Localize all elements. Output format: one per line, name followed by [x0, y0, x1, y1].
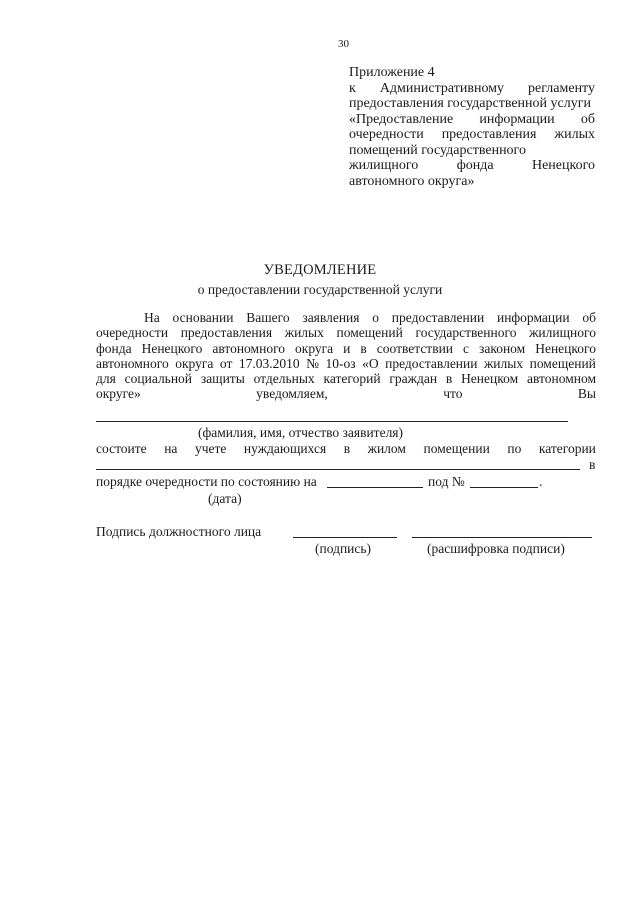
signature-line	[293, 537, 397, 538]
paragraph-word: очередности	[96, 325, 169, 341]
header-word: «Предоставление	[349, 111, 454, 127]
page-number: 30	[338, 38, 349, 50]
date-line	[327, 487, 423, 488]
registry-word: состоите	[96, 441, 147, 456]
paragraph-word: заявления	[302, 310, 360, 325]
paragraph-word: уведомляем,	[256, 386, 328, 402]
paragraph-word: помещений	[336, 325, 403, 341]
paragraph-word: округе»	[96, 386, 141, 402]
paragraph-word: защиты	[200, 371, 245, 387]
notification-paragraph	[96, 310, 596, 402]
paragraph-word: законом	[479, 340, 526, 356]
header-word: Административному	[379, 80, 505, 96]
paragraph-line	[96, 310, 596, 325]
registry-word: на	[164, 441, 178, 456]
header-word: информации	[479, 111, 555, 127]
paragraph-word: Ненецком	[461, 371, 519, 387]
decoding-hint: (расшифровка подписи)	[427, 541, 565, 556]
header-word: об	[580, 111, 595, 127]
paragraph-word: с	[463, 340, 470, 356]
applicant-name-line	[96, 421, 568, 422]
applicant-name-hint: (фамилия, имя, отчество заявителя)	[198, 425, 404, 440]
registry-word: в	[343, 441, 351, 456]
paragraph-word: от	[219, 355, 233, 371]
header-word: предоставления	[441, 127, 537, 142]
paragraph-word: автономного	[212, 340, 286, 356]
queue-text: порядке очередности по состоянию на	[96, 474, 317, 489]
paragraph-word: что	[443, 386, 463, 402]
paragraph-word: фонда	[96, 340, 132, 356]
paragraph-line	[96, 371, 596, 386]
period: .	[539, 474, 543, 489]
header-word: к	[349, 80, 356, 96]
header-word: автономного округа»	[349, 173, 475, 189]
paragraph-word: жилых	[483, 355, 524, 371]
header-word: очередности	[349, 127, 424, 142]
registry-word: жилом	[367, 441, 406, 456]
registry-word: учете	[194, 441, 227, 456]
registry-word: нуждающихся	[243, 441, 327, 456]
category-line	[96, 469, 580, 470]
paragraph-word: государственного	[415, 325, 517, 341]
paragraph-word: соответствии	[376, 340, 454, 356]
header-word: регламенту	[528, 80, 595, 96]
header-line	[349, 174, 595, 190]
header-line	[349, 112, 595, 128]
paragraph-word: граждан	[389, 371, 438, 387]
signature-hint: (подпись)	[315, 541, 372, 556]
paragraph-word: и	[343, 340, 351, 356]
header-word: предоставления государственной услуги	[349, 96, 591, 111]
paragraph-word: Ненецкого	[535, 340, 596, 356]
paragraph-word: Ненецкого	[141, 340, 203, 356]
paragraph-word: жилищного	[529, 325, 596, 341]
paragraph-word: в	[445, 371, 453, 387]
paragraph-word: На	[144, 310, 160, 325]
paragraph-word: автономном	[526, 371, 596, 387]
appendix-header	[349, 65, 595, 189]
in-word: в	[589, 457, 596, 472]
paragraph-word: о	[372, 310, 380, 325]
header-word: жилых	[554, 127, 595, 142]
registry-word: помещении	[423, 441, 490, 456]
header-line	[349, 127, 595, 143]
paragraph-word: об	[582, 310, 596, 325]
paragraph-word: «О	[362, 355, 379, 371]
paragraph-word: категорий	[323, 371, 381, 387]
paragraph-line	[96, 356, 596, 371]
number-line	[470, 487, 538, 488]
header-line	[349, 96, 595, 112]
paragraph-word: Вы	[577, 386, 596, 402]
header-line	[349, 143, 595, 159]
header-line	[349, 158, 595, 174]
header-word: помещений государственного	[349, 142, 526, 158]
header-word: Ненецкого	[531, 158, 595, 173]
paragraph-word: информации	[496, 310, 570, 325]
paragraph-word: социальной	[124, 371, 193, 387]
header-word: фонда	[456, 158, 494, 173]
paragraph-word: предоставления	[180, 325, 273, 341]
header-word: жилищного	[349, 158, 419, 173]
signature-label: Подпись должностного лица	[96, 524, 262, 539]
header-word: Приложение 4	[349, 65, 435, 80]
registry-word: по	[507, 441, 522, 456]
paragraph-word: предоставлении	[391, 310, 485, 325]
paragraph-word: отдельных	[253, 371, 315, 387]
date-hint: (дата)	[208, 491, 242, 506]
registry-line	[96, 441, 596, 457]
paragraph-word: округа	[295, 340, 334, 356]
header-line	[349, 81, 595, 97]
document-subtitle: о предоставлении государственной услуги	[197, 282, 443, 297]
decoding-line	[412, 537, 592, 538]
paragraph-word: Вашего	[246, 310, 290, 325]
paragraph-word: жилых	[284, 325, 324, 341]
paragraph-line	[96, 341, 596, 356]
paragraph-word: округа	[175, 355, 214, 371]
header-line	[349, 65, 595, 81]
paragraph-line	[96, 386, 596, 401]
paragraph-word: предоставлении	[385, 355, 478, 371]
paragraph-line	[96, 325, 596, 340]
paragraph-word: 10-оз	[325, 355, 356, 371]
number-label: под №	[428, 474, 465, 489]
paragraph-word: 17.03.2010	[238, 355, 300, 371]
paragraph-word: в	[360, 340, 367, 356]
paragraph-word: №	[306, 355, 319, 371]
document-title: УВЕДОМЛЕНИЕ	[263, 262, 377, 278]
paragraph-word: для	[96, 371, 116, 387]
paragraph-word: основании	[172, 310, 234, 325]
paragraph-word: помещений	[529, 355, 596, 371]
registry-word: категории	[538, 441, 596, 456]
paragraph-word: автономного	[96, 355, 169, 371]
